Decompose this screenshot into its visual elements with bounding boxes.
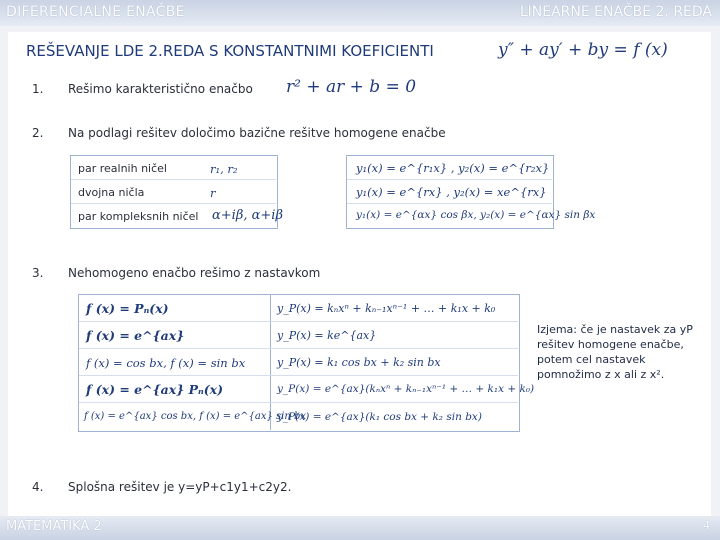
footer-bar bbox=[0, 516, 720, 540]
ansatz-f-exp-polynomial: f (x) = e^{ax} Pₙ(x) bbox=[86, 382, 223, 397]
step3-text: Nehomogeno enačbo rešimo z nastavkom bbox=[68, 266, 321, 280]
ansatz-f-exp-trig: f (x) = e^{ax} cos bx, f (x) = e^{ax} sin bx bbox=[84, 411, 307, 422]
basis-complex: y₁(x) = e^{αx} cos βx, y₂(x) = e^{αx} sin βx bbox=[356, 209, 596, 221]
root-type-double: dvojna ničla bbox=[78, 186, 145, 199]
ansatz-yp-trig: y_P(x) = k₁ cos bx + k₂ sin bx bbox=[277, 356, 441, 369]
footer-course-title: MATEMATIKA 2 bbox=[6, 519, 102, 534]
header-right-title: LINEARNE ENAČBE 2. REDA bbox=[519, 4, 712, 20]
basis-double: y₁(x) = e^{rx} , y₂(x) = xe^{rx} bbox=[356, 185, 547, 199]
ansatz-column-divider bbox=[270, 295, 271, 430]
ansatz-divider-4 bbox=[79, 402, 518, 403]
ansatz-divider-2 bbox=[79, 348, 518, 349]
roots-double: r bbox=[210, 186, 216, 200]
header-left-title: DIFERENCIALNE ENAČBE bbox=[6, 4, 185, 20]
step2-number: 2. bbox=[32, 126, 44, 140]
exception-note: Izjema: če je nastavek za yP rešitev homogene enačbe, potem cel nastavek pomnožimo z x ali z x². bbox=[537, 323, 693, 381]
ansatz-f-trig: f (x) = cos bx, f (x) = sin bx bbox=[86, 356, 246, 370]
ansatz-yp-exponential: y_P(x) = ke^{ax} bbox=[277, 329, 377, 342]
section-heading: REŠEVANJE LDE 2.REDA S KONSTANTNIMI KOEFICIENTI bbox=[26, 42, 434, 60]
ansatz-yp-exp-polynomial: y_P(x) = e^{ax}(kₙxⁿ + kₙ₋₁xⁿ⁻¹ + … + k₁x + k₀) bbox=[277, 383, 535, 395]
roots-complex: α+iβ, α+iβ bbox=[212, 208, 283, 223]
basis-divider-1 bbox=[347, 179, 552, 180]
step4-text: Splošna rešitev je y=yP+c1y1+c2y2. bbox=[68, 480, 292, 494]
ansatz-f-polynomial: f (x) = Pₙ(x) bbox=[86, 301, 169, 316]
ansatz-yp-exp-trig: y_P(x) = e^{ax}(k₁ cos bx + k₂ sin bx) bbox=[277, 411, 482, 423]
heading-formula: y″ + ay′ + by = f (x) bbox=[498, 40, 668, 60]
root-type-complex: par kompleksnih ničel bbox=[78, 210, 199, 223]
step3-number: 3. bbox=[32, 266, 44, 280]
step2-text: Na podlagi rešitev določimo bazične rešitve homogene enačbe bbox=[68, 126, 446, 140]
basis-divider-2 bbox=[347, 203, 552, 204]
roots-divider-1 bbox=[71, 179, 276, 180]
step1-formula: r² + ar + b = 0 bbox=[286, 77, 417, 97]
basis-real: y₁(x) = e^{r₁x} , y₂(x) = e^{r₂x} bbox=[356, 161, 550, 175]
page-number: 4 bbox=[703, 519, 710, 532]
ansatz-f-exponential: f (x) = e^{ax} bbox=[86, 328, 185, 343]
step1-text: Rešimo karakteristično enačbo bbox=[68, 82, 253, 96]
roots-real: r₁, r₂ bbox=[210, 162, 238, 176]
header-bar bbox=[0, 0, 720, 26]
ansatz-yp-polynomial: y_P(x) = kₙxⁿ + kₙ₋₁xⁿ⁻¹ + … + k₁x + k₀ bbox=[277, 302, 496, 315]
ansatz-divider-3 bbox=[79, 375, 518, 376]
step4-number: 4. bbox=[32, 480, 44, 494]
root-type-real: par realnih ničel bbox=[78, 162, 167, 175]
step1-number: 1. bbox=[32, 82, 44, 96]
ansatz-divider-1 bbox=[79, 321, 518, 322]
roots-divider-2 bbox=[71, 203, 276, 204]
